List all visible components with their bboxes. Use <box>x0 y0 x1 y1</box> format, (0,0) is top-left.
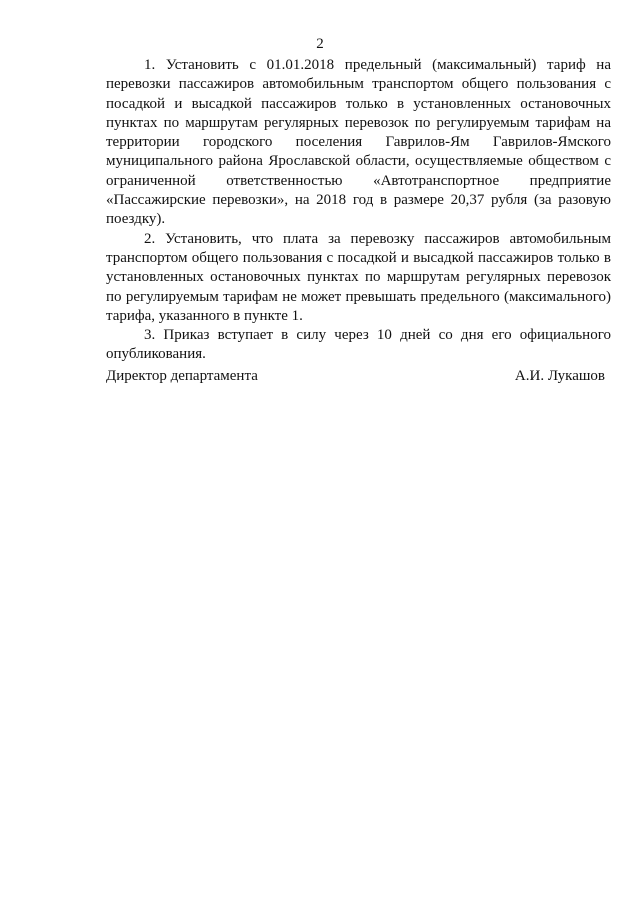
paragraph-1: 1. Установить с 01.01.2018 предельный (максимальный) тариф на перевозки пассажиров автомобильным транспортом общего пользования с посадкой и высадкой пассажиров только в установленных остановочных пунктах по маршрутам регулярных перевозок по регулируемым тарифам на территории городского поселения Гаврилов-Ям Гаврилов-Ямского муниципального района Ярославской области, осуществляемые обществом с ограниченной ответственностью «Автотранспортное предприятие «Пассажирские перевозки», на 2018 год в размере 20,37 рубля (за разовую поездку). <box>106 57 611 228</box>
signatory-position: Директор департамента <box>106 368 258 384</box>
document-body <box>106 56 611 365</box>
signatory-name: А.И. Лукашов <box>514 368 605 384</box>
paragraph-2: 2. Установить, что плата за перевозку пассажиров автомобильным транспортом общего пользования с посадкой и высадкой пассажиров только в установленных остановочных пунктах по маршрутам регулярных перевозок по регулируемым тарифам не может превышать предельного (максимального) тарифа, указанного в пункте 1. <box>106 230 611 324</box>
paragraph-3: 3. Приказ вступает в силу через 10 дней со дня его официального опубликования. <box>106 327 611 363</box>
signature-block <box>106 366 605 386</box>
page-number: 2 <box>316 36 324 52</box>
